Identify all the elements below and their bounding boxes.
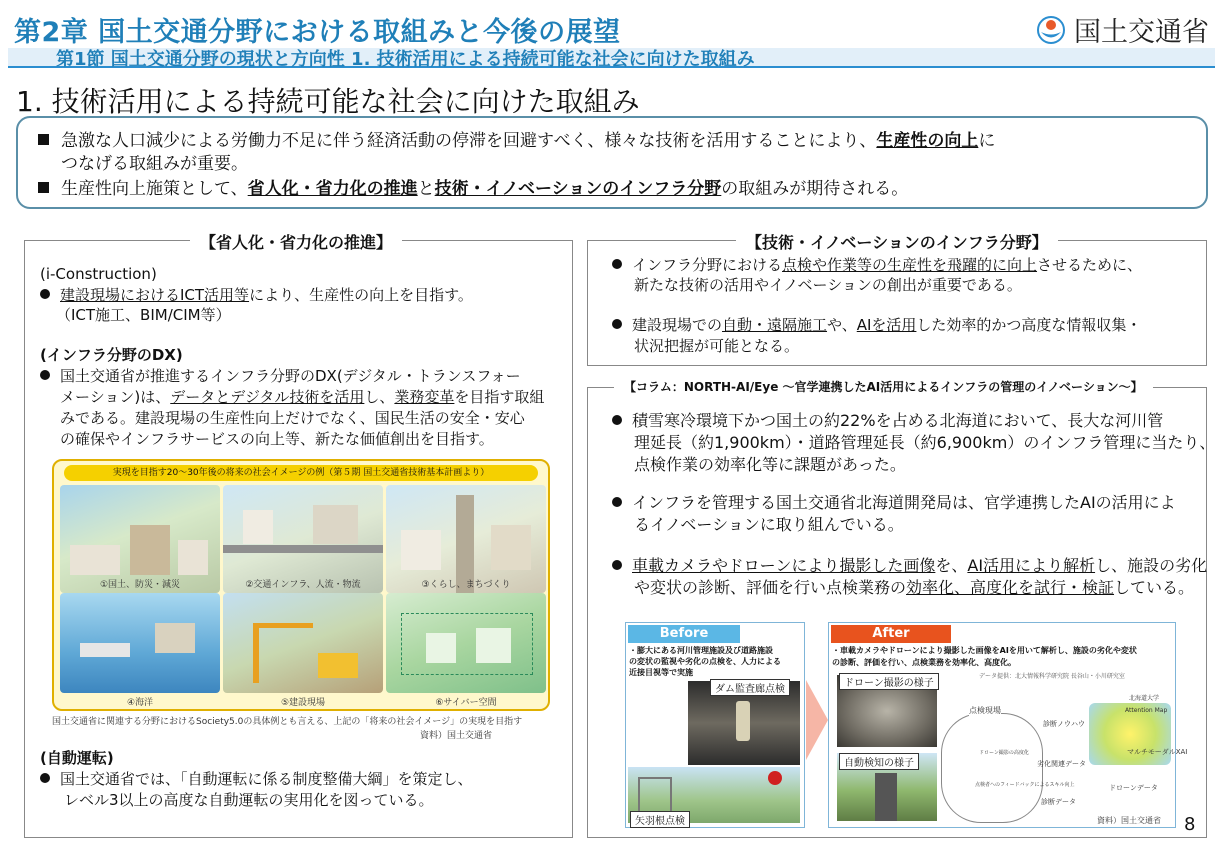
summary-emphasis: 生産性の向上: [876, 131, 979, 151]
before-text: [629, 645, 781, 678]
column-bullet-2-line-2: るイノベーションに取り組んでいる。: [634, 515, 904, 534]
figure-banner: 実現を目指す20～30年後の将来の社会イメージの例（第５期 国土交通省技術基本計画より）: [64, 465, 538, 481]
diagram-label: 診断データ: [1041, 798, 1076, 806]
photo-tag: ダム監査廊点検: [710, 679, 790, 696]
bullet-icon: [612, 319, 622, 329]
scene-caption: ⑤建設現場: [280, 698, 326, 708]
column-bullet-1-line-2: 理延長（約1,900km）・道路管理延長（約6,900km）のインフラ管理に当たり、: [634, 433, 1216, 452]
society5-figure: [52, 459, 550, 711]
emphasis: 点検や作業等の生産性を飛躍的に向上: [782, 256, 1038, 274]
text: 国土交通省が推進するインフラ分野のDX(デジタル・トランスフォー: [60, 367, 521, 385]
summary-text: と: [417, 179, 435, 199]
dx-heading: (インフラ分野のDX): [40, 346, 183, 364]
emphasis: 建設現場におけるICT活用等: [60, 286, 250, 304]
diagram-label: Attention Map: [1125, 707, 1168, 714]
before-text-line: ・膨大にある河川管理施設及び道路施設: [629, 646, 773, 655]
scene-caption: ⑥サイバー空間: [435, 698, 497, 708]
diagram-label: ドローン撮影の高度化: [979, 750, 1029, 756]
mlit-logo: [1036, 10, 1209, 49]
chapter-title: 第2章 国土交通分野における取組みと今後の展望: [14, 17, 621, 48]
page-heading: 1. 技術活用による持続可能な社会に向けた取組み: [16, 85, 640, 118]
text: し、: [364, 388, 395, 406]
innovation-bullet-1: [612, 255, 1142, 275]
diagram-label: 点検現場: [969, 706, 1001, 715]
dx-line-4: の確保やインフラサービスの向上等、新たな価値創出を目指す。: [60, 430, 494, 448]
scene-caption: ③くらし、まちづくり: [421, 580, 511, 590]
column-title: 【コラム：NORTH-AI/Eye ～官学連携したAI活用によるインフラの管理のイノベーション～】: [614, 378, 1153, 395]
column-bullet-1-line-3: 点検作業の効率化等に課題があった。: [634, 455, 906, 474]
text: させるために、: [1037, 256, 1143, 274]
scene-caption: ①国土、防災・減災: [99, 580, 181, 590]
diagram-label: 劣化関連データ: [1037, 760, 1086, 768]
emphasis: 効率化、高度化を試行・検証: [906, 578, 1115, 597]
innovation-bullet-2-line-2: 状況把握が可能となる。: [634, 337, 800, 355]
before-label: Before: [628, 625, 740, 643]
before-box: [625, 622, 805, 828]
summary-emphasis: 技術・イノベーションのインフラ分野: [434, 179, 722, 199]
innovation-bullet-2: [612, 315, 1141, 335]
text: インフラ分野における: [632, 256, 783, 274]
text: や、: [827, 316, 857, 334]
auto-line-2: レベル3以上の高度な自動運転の実用化を図っている。: [64, 791, 434, 809]
before-text-line: 近接目視等で実施: [629, 668, 693, 677]
figure-caption: 国土交通省に関連する分野におけるSociety5.0の具体例とも言える、上記の「将来の社会イメージ」の実現を目指す: [52, 717, 523, 727]
summary-emphasis: 省人化・省力化の推進: [247, 179, 418, 199]
diagram-label: 点検者へのフィードバックによるスキル向上: [975, 782, 1075, 788]
emphasis: データとデジタル技術を活用: [170, 388, 365, 406]
bullet-icon: [40, 773, 50, 783]
text: した効率的かつ高度な情報収集・: [916, 316, 1142, 334]
column-bullet-3-line-2: [634, 577, 1194, 598]
bullet-icon: [612, 497, 622, 507]
left-panel-title: 【省人化・省力化の推進】: [190, 230, 402, 253]
text: している。: [1114, 578, 1195, 597]
bullet-icon: [612, 415, 622, 425]
scene-ocean: [60, 593, 220, 693]
auto-heading: (自動運転): [40, 749, 114, 767]
column-bullet-1: [612, 410, 1163, 431]
dx-line-3: みである。建設現場の生産性向上だけでなく、国民生活の安全・安心: [60, 409, 525, 427]
scene-construction: [223, 593, 383, 693]
bullet-icon: [40, 370, 50, 380]
text: メーション)は、: [60, 388, 171, 406]
after-box: [828, 622, 1188, 828]
emphasis: 自動・遠隔施工: [722, 316, 828, 334]
bullet-icon: [40, 289, 50, 299]
summary-line-3: [38, 178, 908, 200]
photo-tag: ドローン撮影の様子: [839, 673, 939, 690]
after-label: After: [831, 625, 951, 643]
column-bullet-3: [612, 555, 1207, 576]
section-title: 第1節 国土交通分野の現状と方向性 1. 技術活用による持続可能な社会に向けた取組み: [56, 49, 755, 70]
diagram-label: 診断ノウハウ: [1043, 720, 1085, 728]
diagram-label: マルチモーダルXAI: [1127, 748, 1188, 756]
text: 国土交通省では、「自動運転に係る制度整備大綱」を策定し、: [60, 770, 473, 788]
summary-line-2: つなげる取組みが重要。: [61, 154, 248, 174]
icon-heading: (i-Construction): [40, 265, 157, 283]
after-text-line: の診断、評価を行い、点検業務を効率化、高度化。: [832, 658, 1016, 667]
page-number: 8: [1184, 814, 1196, 835]
dx-line-1: [40, 366, 521, 386]
square-bullet-icon: [38, 134, 49, 145]
text: 建設現場での: [632, 316, 723, 334]
scene-cyber: [386, 593, 546, 693]
text: 積雪寒冷環境下かつ国土の約22%を占める北海道において、長大な河川管: [632, 411, 1164, 430]
after-source: 資料）国土交通省: [1097, 816, 1161, 825]
bullet-icon: [612, 259, 622, 269]
summary-line-1: [38, 130, 995, 152]
column-bullet-2: [612, 492, 1176, 513]
text: により、生産性の向上を目指す。: [249, 286, 473, 304]
photo-tag: 自動検知の様子: [839, 753, 919, 770]
emphasis: AIを活用: [856, 316, 917, 334]
emphasis: 業務変革: [394, 388, 455, 406]
text: を目指す取組: [454, 388, 545, 406]
text: を、: [935, 556, 968, 575]
icon-bullet-sub: （ICT施工、BIM/CIM等）: [56, 306, 231, 324]
diagram-label: ドローンデータ: [1109, 784, 1158, 792]
before-text-line: の変状の監視や劣化の点検を、人力による: [629, 657, 781, 666]
after-text-line: ・車載カメラやドローンにより撮影した画像をAIを用いて解析し、施設の劣化や変状: [832, 646, 1137, 655]
summary-text: の取組みが期待される。: [721, 179, 909, 199]
summary-box: [16, 116, 1208, 209]
bullet-icon: [612, 560, 622, 570]
logo-text: 国土交通省: [1074, 17, 1209, 48]
summary-text: 急激な人口減少による労働力不足に伴う経済活動の停滞を回避すべく、様々な技術を活用することにより、: [61, 131, 877, 151]
summary-text: 生産性向上施策として、: [61, 179, 248, 199]
inspection-cycle: [941, 713, 1043, 823]
dx-line-2: [60, 387, 544, 407]
square-bullet-icon: [38, 182, 49, 193]
mlit-logo-icon: [1036, 15, 1066, 45]
scene-caption: ④海洋: [126, 698, 154, 708]
icon-bullet: [40, 285, 473, 305]
text: し、施設の劣化: [1095, 556, 1208, 575]
innovation-bullet-1-line-2: 新たな技術の活用やイノベーションの創出が重要である。: [634, 276, 1022, 294]
right-top-title: 【技術・イノベーションのインフラ分野】: [736, 230, 1058, 253]
figure-source: 資料）国土交通省: [420, 731, 493, 741]
before-after-arrow-icon: [806, 680, 828, 760]
after-credit: データ提供：北大情報科学研究院 長谷山・小川研究室: [979, 673, 1125, 680]
emphasis: AI活用により解析: [967, 556, 1096, 575]
scene-caption: ②交通インフラ、人流・物流: [245, 580, 361, 590]
photo-tag: 矢羽根点検: [630, 811, 690, 828]
summary-text: に: [978, 131, 996, 151]
diagram-label: 北海道大学: [1129, 695, 1160, 702]
text: インフラを管理する国土交通省北海道開発局は、官学連携したAIの活用によ: [632, 493, 1176, 512]
text: や変状の診断、評価を行い点検業務の: [634, 578, 907, 597]
after-text: [832, 645, 1137, 669]
emphasis: 車載カメラやドローンにより撮影した画像: [632, 556, 936, 575]
auto-line-1: [40, 769, 473, 789]
